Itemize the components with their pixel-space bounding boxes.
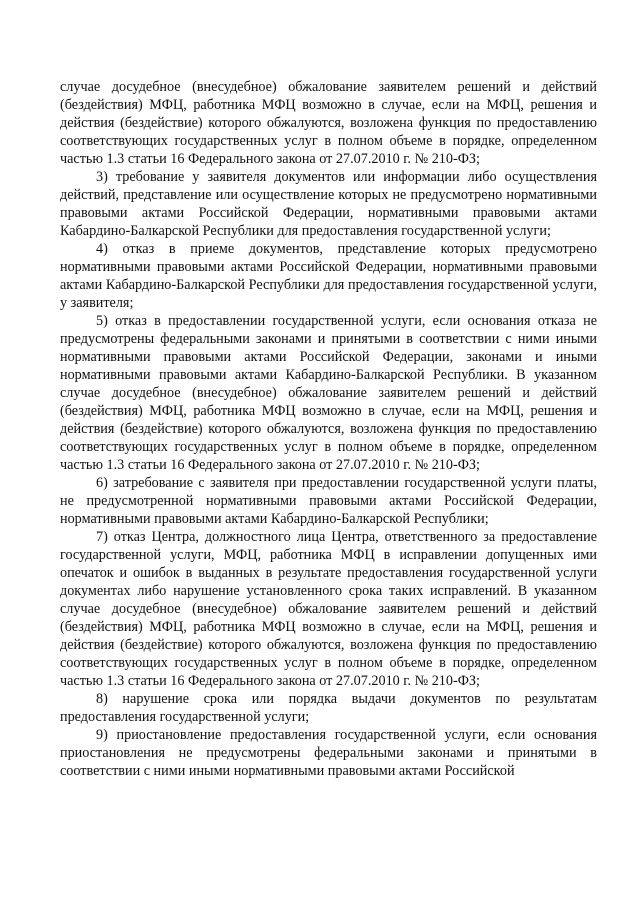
document-page: [60, 78, 597, 780]
paragraph-item-5: 5) отказ в предоставлении государственной услуги, если основания отказа не предусмотрены федеральными законами и принятыми в соответствии с ними иными нормативными правовыми актами Российской Федерации, законами и иными нормативными правовыми актами Кабардино-Балкарской Республики. В указанном случае досудебное (внесудебное) обжалование заявителем решений и действий (бездействия) МФЦ, работника МФЦ возможно в случае, если на МФЦ, решения и действия (бездействие) которого обжалуются, возложена функция по предоставлению соответствующих государственных услуг в полном объеме в порядке, определенном частью 1.3 статьи 16 Федерального закона от 27.07.2010 г. № 210-ФЗ;: [60, 313, 597, 473]
paragraph-continuation: случае досудебное (внесудебное) обжалование заявителем решений и действий (бездействия) МФЦ, работника МФЦ возможно в случае, если на МФЦ, решения и действия (бездействие) которого обжалуются, возложена функция по предоставлению соответствующих государственных услуг в полном объеме в порядке, определенном частью 1.3 статьи 16 Федерального закона от 27.07.2010 г. № 210-ФЗ;: [60, 79, 597, 167]
paragraph-item-6: 6) затребование с заявителя при предоставлении государственной услуги платы, не предусмотренной нормативными правовыми актами Российской Федерации, нормативными правовыми актами Кабардино-Балкарской Республики;: [60, 475, 597, 527]
paragraph-item-3: 3) требование у заявителя документов или информации либо осуществления действий, представление или осуществление которых не предусмотрено нормативными правовыми актами Российской Федерации, нормативными правовыми актами Кабардино-Балкарской Республики для предоставления государственной услуги;: [60, 169, 597, 239]
paragraph-item-4: 4) отказ в приеме документов, представление которых предусмотрено нормативными правовыми актами Российской Федерации, нормативными правовыми актами Кабардино-Балкарской Республики для предоставления государственной услуги, у заявителя;: [60, 241, 597, 311]
paragraph-item-8: 8) нарушение срока или порядка выдачи документов по результатам предоставления государственной услуги;: [60, 691, 597, 725]
paragraph-item-9: 9) приостановление предоставления государственной услуги, если основания приостановления не предусмотрены федеральными законами и принятыми в соответствии с ними иными нормативными правовыми актами Российской: [60, 727, 597, 779]
paragraph-item-7: 7) отказ Центра, должностного лица Центра, ответственного за предоставление государственной услуги, МФЦ, работника МФЦ в исправлении допущенных ими опечаток и ошибок в выданных в результате предоставления государственной услуги документах либо нарушение установленного срока таких исправлений. В указанном случае досудебное (внесудебное) обжалование заявителем решений и действий (бездействия) МФЦ, работника МФЦ возможно в случае, если на МФЦ, решения и действия (бездействие) которого обжалуются, возложена функция по предоставлению соответствующих государственных услуг в полном объеме в порядке, определенном частью 1.3 статьи 16 Федерального закона от 27.07.2010 г. № 210-ФЗ;: [60, 529, 597, 689]
